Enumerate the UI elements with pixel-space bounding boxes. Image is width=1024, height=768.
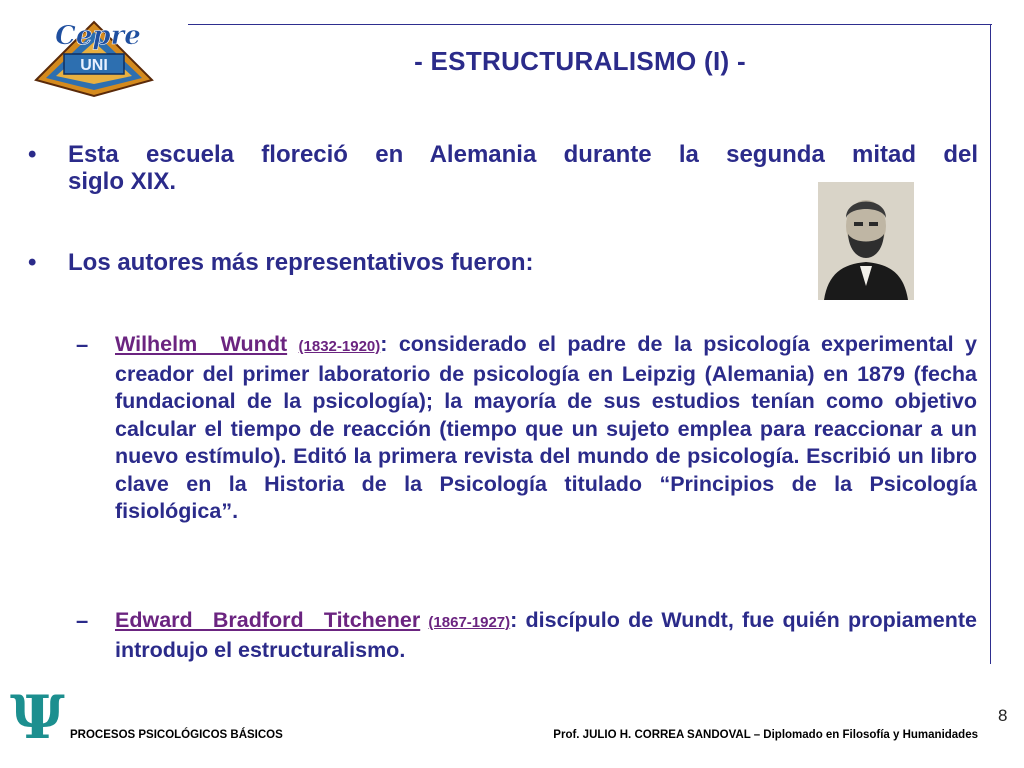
psi-icon: Ψ (10, 683, 65, 753)
author-2-paragraph (115, 607, 977, 664)
slide-frame-top (188, 24, 992, 25)
author-1-dates[interactable]: (1832-1920) (298, 338, 381, 355)
author-2-description: : discípulo de Wundt, fue quién propiamente introdujo el estructuralismo. (115, 608, 977, 662)
footer-course: PROCESOS PSICOLÓGICOS BÁSICOS (70, 729, 283, 741)
author-2-dates[interactable]: (1867-1927) (428, 614, 511, 631)
footer-professor: Prof. JULIO H. CORREA SANDOVAL – Diplomado en Filosofía y Humanidades (553, 729, 978, 741)
logo-text: Cepre (55, 21, 141, 51)
bullet-1-line-2: siglo XIX. (68, 168, 177, 195)
bullet-1-line-1: Esta escuela floreció en Alemania durante la segunda mitad del (68, 141, 978, 168)
cepre-uni-logo (28, 10, 160, 98)
logo-sub-text: UNI (80, 57, 108, 74)
wundt-portrait (818, 182, 914, 300)
bullet-marker-1: • (28, 141, 37, 168)
page-number: 8 (998, 706, 1008, 725)
author-2-name[interactable]: Edward Bradford Titchener (115, 608, 421, 632)
slide-frame-right (990, 24, 991, 664)
bullet-marker-2: • (28, 249, 37, 276)
author-1-description: : considerado el padre de la psicología experimental y creador del primer laboratorio de psicología en Leipzig (Alemania) en 1879 (fecha fundacional de la psicología); la mayoría de sus estudios tenían como objetivo calcular el tiempo de reacción (tiempo que un sujeto emplea para reaccionar a un nuevo estímulo). Editó la primera revista del mundo de psicología. Escribió un libro clave en la Historia de la Psicología titulado “Principios de la Psicología fisiológica”. (115, 332, 977, 523)
author-1-dash: – (76, 332, 89, 357)
bullet-2-text: Los autores más representativos fueron: (68, 249, 534, 276)
slide-title: - ESTRUCTURALISMO (I) - (414, 46, 746, 76)
author-2-dash: – (76, 608, 89, 633)
author-1-name[interactable]: Wilhelm Wundt (115, 332, 288, 356)
author-1-paragraph (115, 331, 977, 526)
